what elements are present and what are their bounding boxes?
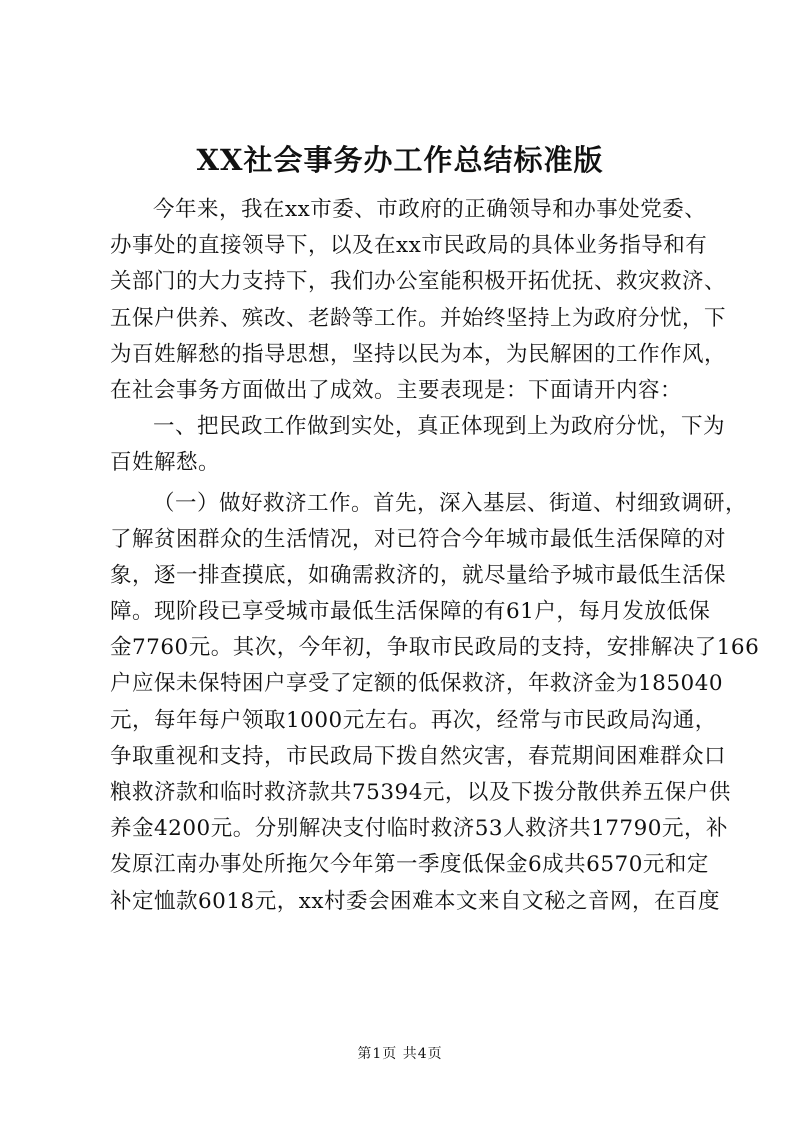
paragraph-section-heading — [110, 409, 726, 481]
document-title: XX社会事务办工作总结标准版 — [196, 143, 604, 177]
text-line: 补定恤款6018元，xx村委会困难本文来自文秘之音网，在百度 — [110, 888, 720, 914]
text-line: 办事处的直接领导下，以及在xx市民政局的具体业务指导和有 — [110, 233, 708, 259]
text-line: 户应保未保特困户享受了定额的低保救济，年救济金为185040 — [110, 671, 724, 697]
text-line: 养金4200元。分别解决支付临时救济53人救济共17790元，补 — [110, 816, 728, 842]
paragraph-relief-work — [110, 486, 760, 920]
text-line: 争取重视和支持，市民政局下拨自然灾害，春荒期间困难群众口 — [110, 743, 727, 769]
paragraph-intro — [110, 192, 727, 409]
text-line: 在社会事务方面做出了成效。主要表现是：下面请开内容： — [110, 377, 683, 403]
text-line: 了解贫困群众的生活情况，对已符合今年城市最低生活保障的对 — [110, 526, 727, 552]
text-line: 障。现阶段已享受城市最低生活保障的有61户，每月发放低保 — [110, 599, 711, 625]
text-line: 象，逐一排查摸底，如确需救济的，就尽量给予城市最低生活保 — [110, 562, 727, 588]
text-line: 发原江南办事处所拖欠今年第一季度低保金6成共6570元和定 — [110, 852, 709, 878]
text-line: 百姓解愁。 — [110, 450, 221, 476]
text-line: 金7760元。其次，今年初，争取市民政局的支持，安排解决了166 — [110, 635, 760, 661]
text-line: 今年来，我在xx市委、市政府的正确领导和办事处党委、 — [153, 197, 707, 222]
text-line: 元，每年每户领取1000元左右。再次，经常与市民政局沟通， — [110, 707, 717, 733]
text-line: 关部门的大力支持下，我们办公室能积极开拓优抚、救灾救济、 — [110, 269, 727, 295]
page-number-footer: 第1页 共4页 — [357, 1046, 443, 1062]
text-line: 粮救济款和临时救济款共75394元，以及下拨分散供养五保户供 — [110, 780, 731, 805]
text-line: （一）做好救济工作。首先，深入基层、街道、村细致调研， — [153, 490, 748, 516]
text-line: 为百姓解愁的指导思想，坚持以民为本，为民解困的工作作风， — [110, 341, 727, 367]
text-line: 一、把民政工作做到实处，真正体现到上为政府分忧，下为 — [153, 414, 726, 440]
text-line: 五保户供养、殡改、老龄等工作。并始终坚持上为政府分忧，下 — [110, 305, 727, 331]
document-body — [110, 192, 760, 920]
